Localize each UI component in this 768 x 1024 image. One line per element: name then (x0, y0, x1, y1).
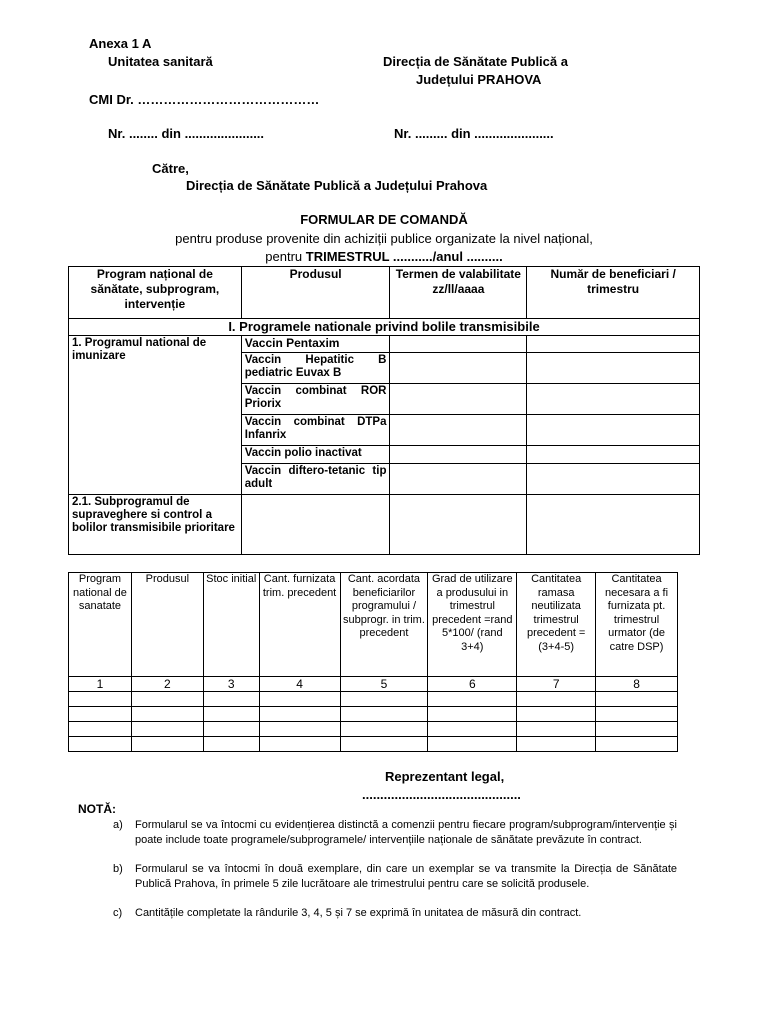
col-header-supplied-qty: Cant. furnizata trim. precedent (259, 573, 340, 677)
table-row (69, 737, 678, 752)
signature-line[interactable]: ............................................ (362, 787, 521, 802)
beneficiaries-input[interactable] (527, 495, 700, 555)
table-cell[interactable] (428, 737, 517, 752)
table-cell[interactable] (340, 692, 428, 707)
table-cell[interactable] (203, 692, 259, 707)
form-subtitle: pentru produse provenite din achiziții publice organizate la nivel național, (175, 231, 593, 246)
table-cell[interactable] (203, 707, 259, 722)
table-cell[interactable] (428, 692, 517, 707)
table-row (69, 692, 678, 707)
table-cell[interactable] (596, 737, 678, 752)
col-header-program: Program național de sănătate, subprogram, intervenție (69, 267, 242, 319)
table-cell[interactable] (131, 722, 203, 737)
column-number: 7 (517, 677, 596, 692)
product-cell: Vaccin diftero-tetanic tip adult (241, 464, 390, 495)
expiry-input[interactable] (390, 384, 527, 415)
column-number: 2 (131, 677, 203, 692)
table-row (69, 336, 700, 353)
col-header-required-qty: Cantitatea necesara a fi furnizata pt. trimestrul urmator (de catre DSP) (596, 573, 678, 677)
table-cell[interactable] (340, 722, 428, 737)
form-title: FORMULAR DE COMANDĂ (300, 212, 468, 227)
table-row (69, 707, 678, 722)
column-number: 5 (340, 677, 428, 692)
annex-label: Anexa 1 A (89, 36, 152, 51)
table-cell[interactable] (259, 707, 340, 722)
expiry-input[interactable] (390, 353, 527, 384)
col-header-product: Produsul (241, 267, 390, 319)
table-row (69, 722, 678, 737)
table-row (69, 495, 700, 555)
expiry-input[interactable] (390, 446, 527, 464)
table-cell[interactable] (131, 692, 203, 707)
table-cell[interactable] (596, 692, 678, 707)
note-letter: a) (113, 819, 123, 831)
product-cell: Vaccin polio inactivat (241, 446, 390, 464)
col-header-program: Program national de sanatate (69, 573, 132, 677)
table-cell[interactable] (203, 722, 259, 737)
stock-table-header (69, 573, 678, 677)
table-cell[interactable] (69, 692, 132, 707)
product-cell: Vaccin combinat DTPa Infanrix (241, 415, 390, 446)
col-header-granted-qty: Cant. acordata beneficiarilor programului / subprogr. in trim. precedent (340, 573, 428, 677)
table-cell[interactable] (340, 707, 428, 722)
column-numbers-row (69, 677, 678, 692)
product-cell: Vaccin Hepatitic B pediatric Euvax B (241, 353, 390, 384)
column-number: 6 (428, 677, 517, 692)
note-text: Formularul se va întocmi în două exemplare, din care un exemplar se va transmite la Direcția de Sănătate Publică Prahova, în primele 5 zile lucrătoare ale trimestrului pentru care se solicită produsele. (135, 863, 677, 890)
beneficiaries-input[interactable] (527, 446, 700, 464)
column-number: 4 (259, 677, 340, 692)
beneficiaries-input[interactable] (527, 384, 700, 415)
cmi-doctor-field: CMI Dr. …………………………………… (89, 92, 320, 107)
col-header-initial-stock: Stoc initial (203, 573, 259, 677)
table-cell[interactable] (203, 737, 259, 752)
section-row (69, 319, 700, 336)
product-input[interactable] (241, 495, 390, 555)
table-cell[interactable] (259, 722, 340, 737)
dsp-line2: Județului PRAHOVA (416, 72, 542, 87)
expiry-input[interactable] (390, 495, 527, 555)
table-cell[interactable] (517, 737, 596, 752)
stock-table (68, 572, 678, 752)
table-cell[interactable] (428, 707, 517, 722)
note-letter: c) (113, 907, 123, 919)
nr-right: Nr. ......... din ...................... (394, 126, 554, 141)
column-number: 1 (69, 677, 132, 692)
note-text: Cantitățile completate la rândurile 3, 4, 5 și 7 se exprimă în unitatea de măsură din contract. (135, 907, 582, 919)
order-table (68, 266, 700, 555)
column-number: 3 (203, 677, 259, 692)
table-cell[interactable] (259, 737, 340, 752)
dsp-line1: Direcția de Sănătate Publică a (383, 54, 568, 69)
program-cell: 1. Programul national de imunizare (69, 336, 242, 495)
expiry-input[interactable] (390, 464, 527, 495)
signature-label: Reprezentant legal, (385, 769, 505, 784)
period-value: TRIMESTRUL .........../anul .......... (305, 249, 503, 264)
table-cell[interactable] (517, 692, 596, 707)
unit-label: Unitatea sanitară (108, 54, 213, 69)
note-title: NOTĂ: (78, 802, 116, 816)
table-cell[interactable] (596, 707, 678, 722)
order-table-header (69, 267, 700, 319)
to-recipient: Direcția de Sănătate Publică a Județului Prahova (186, 178, 488, 193)
product-cell: Vaccin combinat ROR Priorix (241, 384, 390, 415)
col-header-product: Produsul (131, 573, 203, 677)
table-cell[interactable] (69, 707, 132, 722)
product-cell: Vaccin Pentaxim (241, 336, 390, 353)
table-cell[interactable] (517, 707, 596, 722)
period-prefix: pentru (265, 249, 306, 264)
table-cell[interactable] (340, 737, 428, 752)
beneficiaries-input[interactable] (527, 415, 700, 446)
note-letter: b) (113, 863, 123, 875)
form-period (0, 249, 768, 264)
col-header-expiry: Termen de valabilitate zz/ll/aaaa (390, 267, 527, 319)
col-header-beneficiaries: Număr de beneficiari / trimestru (527, 267, 700, 319)
table-cell[interactable] (131, 707, 203, 722)
table-cell[interactable] (131, 737, 203, 752)
nr-left: Nr. ........ din ...................... (108, 126, 265, 141)
col-header-remaining-qty: Cantitatea ramasa neutilizata trimestrul precedent =(3+4-5) (517, 573, 596, 677)
table-cell[interactable] (596, 722, 678, 737)
section-title: I. Programele nationale privind bolile transmisibile (69, 319, 700, 336)
table-cell[interactable] (517, 722, 596, 737)
table-cell[interactable] (259, 692, 340, 707)
note-text: Formularul se va întocmi cu evidențierea distinctă a comenzii pentru fiecare program/subprogram/intervenție și poate include toate programele/subprogramele/ intervențiile naționale de sănătate prevăzute în contract. (135, 819, 677, 846)
table-cell[interactable] (428, 722, 517, 737)
expiry-input[interactable] (390, 336, 527, 353)
beneficiaries-input[interactable] (527, 353, 700, 384)
table-cell[interactable] (69, 722, 132, 737)
beneficiaries-input[interactable] (527, 336, 700, 353)
program-cell: 2.1. Subprogramul de supraveghere si control a bolilor transmisibile prioritare (69, 495, 242, 555)
col-header-usage-rate: Grad de utilizare a produsului in trimestrul precedent =rand 5*100/ (rand 3+4) (428, 573, 517, 677)
to-label: Către, (152, 161, 189, 176)
table-cell[interactable] (69, 737, 132, 752)
expiry-input[interactable] (390, 415, 527, 446)
beneficiaries-input[interactable] (527, 464, 700, 495)
column-number: 8 (596, 677, 678, 692)
